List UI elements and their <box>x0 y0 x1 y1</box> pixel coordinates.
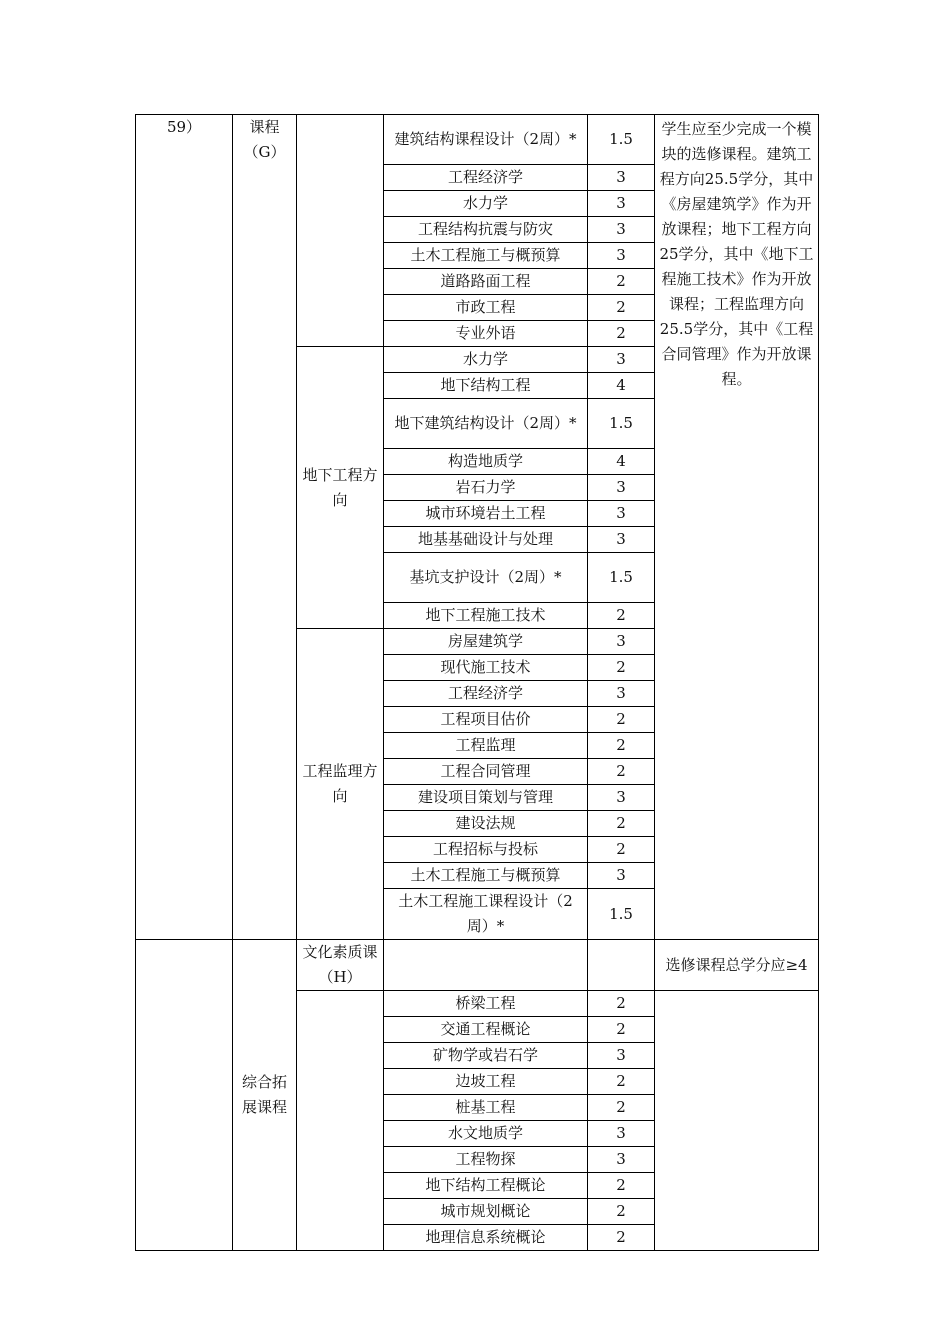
credit-value: 4 <box>588 373 655 399</box>
credit-value: 3 <box>588 527 655 553</box>
course-name: 建设项目策划与管理 <box>384 785 588 811</box>
course-name: 桩基工程 <box>384 1095 588 1121</box>
credit-value: 3 <box>588 217 655 243</box>
credit-value: 2 <box>588 1225 655 1251</box>
course-name: 基坑支护设计（2周）* <box>384 553 588 603</box>
course-name: 工程经济学 <box>384 165 588 191</box>
elective-note: 学生应至少完成一个模块的选修课程。建筑工程方向25.5学分，其中《房屋建筑学》作为开放课程；地下工程方向25学分，其中《地下工程施工技术》作为开放课程；工程监理方向25.5学分，其中《工程合同管理》作为开放课程。 <box>655 115 819 940</box>
course-name: 地基基础设计与处理 <box>384 527 588 553</box>
credit-value: 2 <box>588 991 655 1017</box>
credit-value: 2 <box>588 1069 655 1095</box>
course-name: 地下结构工程 <box>384 373 588 399</box>
course-name: 边坡工程 <box>384 1069 588 1095</box>
course-name: 矿物学或岩石学 <box>384 1043 588 1069</box>
credit-value: 3 <box>588 629 655 655</box>
table-body <box>136 115 819 1251</box>
direction-supervision: 工程监理方向 <box>297 629 384 940</box>
course-name: 地理信息系统概论 <box>384 1225 588 1251</box>
course-name: 工程招标与投标 <box>384 837 588 863</box>
course-name: 市政工程 <box>384 295 588 321</box>
course-name: 现代施工技术 <box>384 655 588 681</box>
course-name: 城市环境岩土工程 <box>384 501 588 527</box>
table-row <box>136 115 819 165</box>
credit-value: 3 <box>588 191 655 217</box>
credit-value: 2 <box>588 655 655 681</box>
section-number-blank <box>136 940 233 1251</box>
course-name: 工程经济学 <box>384 681 588 707</box>
course-name: 工程项目估价 <box>384 707 588 733</box>
credit-value: 2 <box>588 707 655 733</box>
direction-cell-1 <box>297 115 384 347</box>
course-name: 建设法规 <box>384 811 588 837</box>
course-name: 地下工程施工技术 <box>384 603 588 629</box>
course-name: 土木工程施工与概预算 <box>384 243 588 269</box>
course-name: 地下建筑结构设计（2周）* <box>384 399 588 449</box>
credit-value: 1.5 <box>588 399 655 449</box>
course-name: 专业外语 <box>384 321 588 347</box>
course-category-g: 课程（G） <box>233 115 297 940</box>
credit-value: 3 <box>588 863 655 889</box>
credit-value: 4 <box>588 449 655 475</box>
direction-extension-blank <box>297 991 384 1251</box>
elective-course-table <box>135 114 819 1251</box>
credit-value: 2 <box>588 1095 655 1121</box>
credit-value: 3 <box>588 165 655 191</box>
course-name: 水力学 <box>384 347 588 373</box>
credit-value: 3 <box>588 347 655 373</box>
culture-credit-blank <box>588 940 655 991</box>
credit-value: 3 <box>588 475 655 501</box>
credit-value: 3 <box>588 785 655 811</box>
course-name: 建筑结构课程设计（2周）* <box>384 115 588 165</box>
credit-value: 2 <box>588 1199 655 1225</box>
extension-note-blank <box>655 991 819 1251</box>
course-name: 构造地质学 <box>384 449 588 475</box>
credit-value: 1.5 <box>588 553 655 603</box>
table-row <box>136 940 819 991</box>
credit-value: 3 <box>588 243 655 269</box>
course-name: 水文地质学 <box>384 1121 588 1147</box>
credit-value: 2 <box>588 603 655 629</box>
course-name: 工程监理 <box>384 733 588 759</box>
course-name: 房屋建筑学 <box>384 629 588 655</box>
culture-note: 选修课程总学分应≥4 <box>655 940 819 991</box>
credit-value: 3 <box>588 1043 655 1069</box>
credit-value: 1.5 <box>588 115 655 165</box>
culture-course: 文化素质课（H） <box>297 940 384 991</box>
credit-value: 3 <box>588 1121 655 1147</box>
credit-value: 2 <box>588 1017 655 1043</box>
direction-underground: 地下工程方向 <box>297 347 384 629</box>
course-table-page <box>135 114 819 1251</box>
credit-value: 2 <box>588 295 655 321</box>
course-name: 水力学 <box>384 191 588 217</box>
course-name: 地下结构工程概论 <box>384 1173 588 1199</box>
course-name: 土木工程施工与概预算 <box>384 863 588 889</box>
credit-value: 2 <box>588 733 655 759</box>
credit-value: 3 <box>588 501 655 527</box>
credit-value: 3 <box>588 681 655 707</box>
credit-value: 3 <box>588 1147 655 1173</box>
course-name: 城市规划概论 <box>384 1199 588 1225</box>
course-name: 工程结构抗震与防灾 <box>384 217 588 243</box>
culture-course-name-blank <box>384 940 588 991</box>
course-name: 桥梁工程 <box>384 991 588 1017</box>
credit-value: 2 <box>588 321 655 347</box>
credit-value: 2 <box>588 759 655 785</box>
credit-value: 2 <box>588 811 655 837</box>
course-name: 交通工程概论 <box>384 1017 588 1043</box>
course-name: 土木工程施工课程设计（2周）* <box>384 889 588 940</box>
course-name: 工程物探 <box>384 1147 588 1173</box>
credit-value: 2 <box>588 1173 655 1199</box>
course-name: 工程合同管理 <box>384 759 588 785</box>
credit-value: 2 <box>588 837 655 863</box>
credit-value: 1.5 <box>588 889 655 940</box>
credit-value: 2 <box>588 269 655 295</box>
course-name: 岩石力学 <box>384 475 588 501</box>
course-name: 道路路面工程 <box>384 269 588 295</box>
section-number: 59） <box>136 115 233 940</box>
course-category-ext: 综合拓展课程 <box>233 940 297 1251</box>
